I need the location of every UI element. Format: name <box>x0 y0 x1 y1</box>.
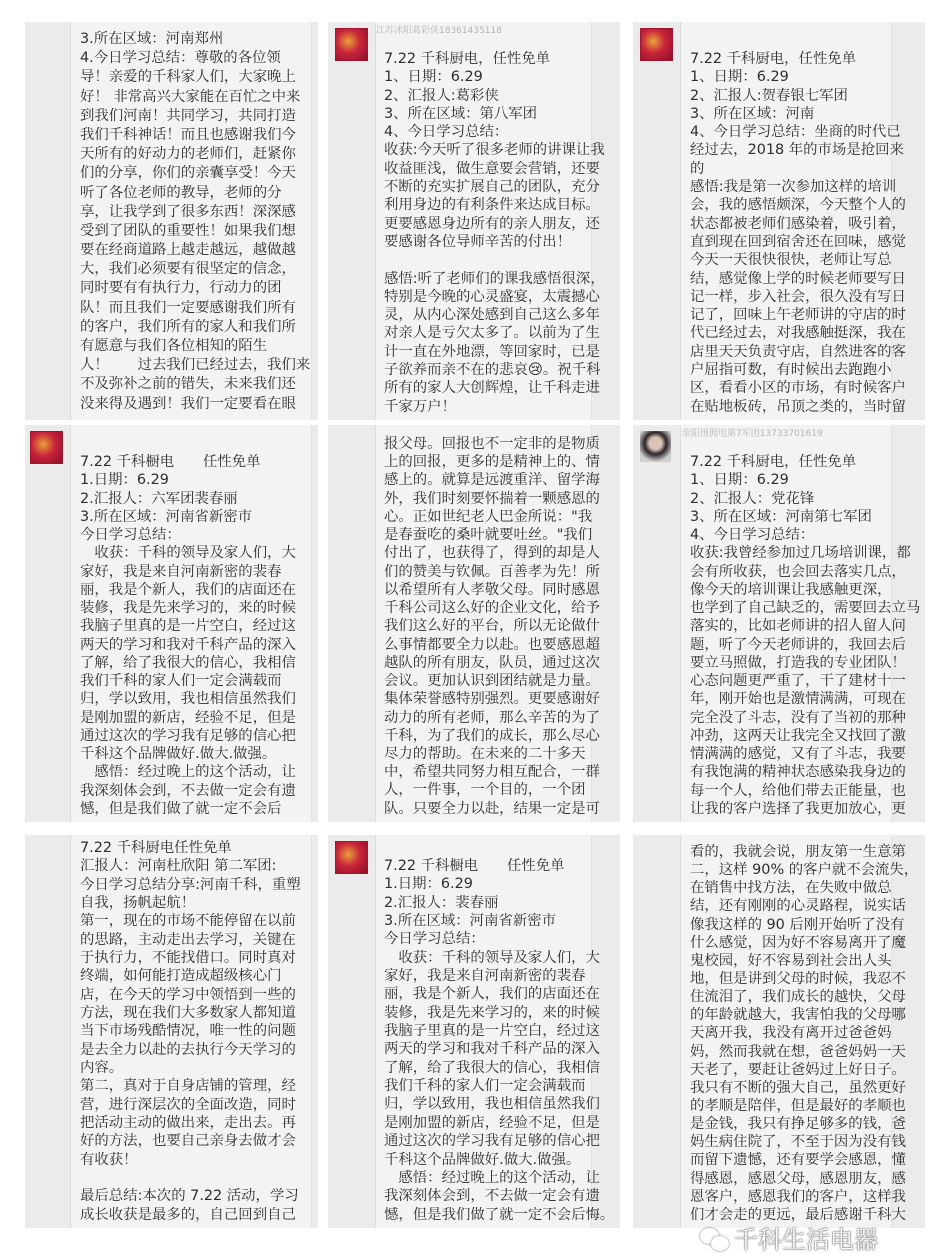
text-line: 大，我们必须要有很坚定的信念， <box>80 261 296 278</box>
sender-name: 江苏沭阳葛彩侠18361435118 <box>376 26 502 36</box>
text-line: 的年龄就越大，我害怕我的父母哪 <box>690 1007 906 1024</box>
chat-panel <box>25 835 318 1228</box>
text-line: 憾，但是我们做了就一定不会后悔。 <box>384 1206 615 1223</box>
text-line: 们的分享，你们的亲囊享受！今天 <box>80 165 296 182</box>
text-line: 要感谢各位导师辛苦的付出！ <box>384 233 572 250</box>
message-text <box>384 50 605 416</box>
text-line: 像我这样的 90 后刚开始听了没有 <box>690 916 905 933</box>
text-line: 收获:今天听了很多老师的讲课让我 <box>384 142 605 159</box>
text-line: 店里天天负责守店，自然进客的客 <box>690 343 906 360</box>
text-line: 特别是今晚的心灵盛宴，太震撼心 <box>384 288 600 305</box>
text-line: 3.所在区域：河南郑州 <box>80 31 224 47</box>
text-line: 尽力的帮助。在未来的二十多天 <box>384 745 586 762</box>
message-text <box>80 839 301 1224</box>
text-line: 千家万户！ <box>384 398 456 415</box>
text-line: 是金钱，我只有挣足够多的钱，爸 <box>690 1116 906 1133</box>
sender-name: 荥阳围佣电第7军团13733701619 <box>682 429 823 439</box>
text-line: 有我饱满的精神状态感染我身边的 <box>690 764 906 781</box>
text-line: 对亲人是亏欠太多了。以前为了生 <box>384 325 600 342</box>
text-line: 的客户，我们所有的家人和我们所 <box>80 318 296 335</box>
text-line: 方法，现在我们大多数家人都知道 <box>80 1004 296 1021</box>
text-line: 7.22 千科厨电，任性免单 <box>690 51 857 67</box>
avatar[interactable] <box>30 431 63 464</box>
text-line: 所有的家人大创辉煌，让千科走进 <box>384 380 600 397</box>
text-line: 收益匪浅，做生意要会营销，还要 <box>384 160 600 177</box>
text-line: 是春蚕吃的桑叶就要吐丝。"我们 <box>384 527 593 544</box>
text-line: 子欲养而亲不在的悲哀😢。祝千科 <box>384 362 601 379</box>
text-line: 受到了团队的重要性！如果我们想 <box>80 222 296 239</box>
text-line: 好的方法，也要自己亲身去做才会 <box>80 1133 296 1150</box>
text-line: 外，我们时刻要怀揣着一颗感恩的 <box>384 490 600 507</box>
text-line: 二，这样 90% 的客户就不会流失， <box>690 862 919 879</box>
text-line: 通过这次的学习我有足够的信心把 <box>384 1133 600 1150</box>
chat-panel <box>328 22 620 420</box>
text-line: 千科，为了我们的成长，那么尽心 <box>384 727 600 744</box>
text-line: 到我们河南！共同学习，共同打造 <box>80 107 296 124</box>
text-line: 户屈指可数，有时候出去跑跑小 <box>690 362 892 379</box>
text-line: 状态都被老师们感染着，吸引着， <box>690 215 906 232</box>
text-line: 人，一件事，一个目的，一个团 <box>384 782 586 799</box>
text-line: 听了各位老师的教导，老师的分 <box>80 184 282 201</box>
text-line: 第一，现在的市场不能停留在以前 <box>80 913 296 930</box>
text-line: 感悟:听了老师们的课我感悟很深， <box>384 270 605 287</box>
text-line: 中，希望共同努力相互配合，一群 <box>384 764 600 781</box>
text-line: 同时要有有执行力，行动力的团 <box>80 280 282 297</box>
text-line: 我脑子里真的是一片空白，经过这 <box>384 1023 600 1040</box>
text-line: 感悟：经过晚上的这个活动，让 <box>384 1169 600 1186</box>
wechat-icon <box>700 1228 730 1252</box>
text-line: 冲劲，这两天让我完全又找回了激 <box>690 727 906 744</box>
avatar[interactable] <box>335 841 368 874</box>
text-line: 我脑子里真的是一片空白，经过这 <box>80 618 296 635</box>
text-line: 的 <box>690 160 705 177</box>
chat-panel <box>25 425 318 822</box>
text-line: 么事情都要全力以赴。也要感恩超 <box>384 636 600 653</box>
text-line: 灵，从内心深处感到自己这么多年 <box>384 307 600 324</box>
text-line: 会，我的感悟颇深，今天整个人的 <box>690 197 906 214</box>
text-line: 完全没了斗志，没有了当初的那种 <box>690 709 906 726</box>
text-line: 3、所在区域：河南 <box>690 105 815 122</box>
text-line: 动力的所有老师，那么辛苦的为了 <box>384 709 600 726</box>
text-line: 有收获！ <box>80 1151 138 1168</box>
text-line: 更要感恩身边所有的亲人朋友，还 <box>384 215 600 232</box>
text-line: 看的，我就会说，朋友第一生意第 <box>690 844 906 860</box>
text-line: 的孝顺是陪伴，但是最好的孝顺也 <box>690 1097 906 1114</box>
text-line: 丽，我是个新人，我们的店面还在 <box>80 581 296 598</box>
text-line: 1.日期：6.29 <box>80 472 169 489</box>
text-line: 4、今日学习总结： <box>690 527 815 543</box>
message-text <box>690 843 918 1224</box>
text-line: 要立马照做，打造我的专业团队！ <box>690 654 906 671</box>
text-line: 是刚加盟的新店，经验不足，但是 <box>80 709 296 726</box>
text-line: 千科这个品牌做好.做大.做强。 <box>80 746 277 762</box>
text-line: 3、所在区域：第八军团 <box>384 105 538 122</box>
text-line: 内容。 <box>80 1059 124 1076</box>
text-line: 1、日期：6.29 <box>690 472 789 489</box>
text-line: 记了，回味上午老师讲的守店的时 <box>690 307 906 324</box>
text-line <box>80 1169 301 1187</box>
text-line: 付出了，也获得了，得到的却是人 <box>384 545 600 562</box>
text-line: 队。只要全力以赴，结果一定是可 <box>384 800 600 817</box>
text-line: 不及弥补之前的错失，未来我们还 <box>80 376 296 393</box>
chat-panel <box>633 835 925 1228</box>
text-line: 而留下遗憾，还有要学会感恩，懂 <box>690 1152 906 1169</box>
text-line: 第二，真对于自身店铺的管理，经 <box>80 1078 296 1095</box>
text-line: 报父母。回报也不一定非的是物质 <box>384 436 600 452</box>
text-line: 人！ 过去我们已经过去，我们来 <box>80 357 311 374</box>
text-line: 是刚加盟的新店，经验不足，但是 <box>384 1114 600 1131</box>
text-line: 7.22 千科厨电，任性免单 <box>384 51 551 67</box>
chat-panel <box>25 22 318 420</box>
chat-panel <box>633 22 925 420</box>
text-line: 利用身边的有利条件来达成目标。 <box>384 197 600 214</box>
text-line: 今天一天很快很快，老师让写总 <box>690 252 892 269</box>
text-line: 妈，然而我就在想，爸爸妈妈一天 <box>690 1043 906 1060</box>
text-line: 记一样，步入社会，很久没有写日 <box>690 288 906 305</box>
text-line: 我们千科的家人们一定会满载而 <box>384 1078 586 1095</box>
text-line <box>384 251 605 269</box>
text-line: 不断的充实扩展自己的团队，充分 <box>384 179 600 196</box>
text-line: 计一直在外地漂，等回家时，已是 <box>384 343 600 360</box>
text-line: 2、汇报人:葛彩侠 <box>384 87 499 104</box>
text-line: 结，感觉像上学的时候老师要写日 <box>690 270 906 287</box>
text-line: 有愿意与我们各位相知的陌生 <box>80 338 268 354</box>
text-line: 年，刚开始也是激情满满，可现在 <box>690 691 906 708</box>
message-text <box>384 857 614 1224</box>
text-line: 每一个人，给他们带去正能量，也 <box>690 782 906 799</box>
watermark <box>700 1227 878 1253</box>
avatar[interactable] <box>640 431 671 462</box>
text-line: 归，学以致用，我也相信虽然我们 <box>384 1096 600 1113</box>
text-line: 落实的，比如老师讲的招人留人问 <box>690 618 906 635</box>
chat-panel <box>633 425 925 822</box>
text-line: 队！而且我们一定要感谢我们所有 <box>80 299 296 316</box>
text-line: 我们这么好的平台，所以无论做什 <box>384 618 600 635</box>
text-line: 收获:我曾经参加过几场培训课，都 <box>690 545 911 562</box>
text-line: 感悟：经过晚上的这个活动，让 <box>80 764 296 781</box>
text-line: 在贴地板砖，吊顶之类的，当时留 <box>690 398 906 415</box>
text-line: 越队的所有朋友，队员，通过这次 <box>384 654 600 671</box>
text-line: 通过这次的学习我有足够的信心把 <box>80 727 296 744</box>
text-line: 我深刻体会到，不去做一定会有遗 <box>80 782 296 799</box>
text-line: 地，但是讲到父母的时候，我忍不 <box>690 970 906 987</box>
text-line: 让我的客户选择了我更加放心，更 <box>690 800 906 817</box>
text-line: 也学到了自己缺乏的，需要回去立马 <box>690 600 921 616</box>
text-line: 代已经过去，对我感触挺深，我在 <box>690 325 906 342</box>
message-text <box>384 435 600 818</box>
text-line: 1.日期：6.29 <box>384 876 473 893</box>
text-line: 4、今日学习总结： <box>384 124 509 141</box>
text-line: 是去全力以赴的去执行今天学习的 <box>80 1041 296 1058</box>
text-line: 没来得及遇到！我们一定要看在眼 <box>80 395 296 412</box>
text-line: 7.22 千科橱电 任性免单 <box>384 858 565 874</box>
text-line: 3.所在区域：河南省新密市 <box>384 913 557 930</box>
text-line: 于执行力，不能找借口。同时真对 <box>80 949 296 966</box>
text-line: 2.汇报人：裴春丽 <box>384 894 499 911</box>
text-line: 得感恩，感恩父母，感恩朋友，感 <box>690 1170 906 1187</box>
text-line: 天离开我，我没有离开过爸爸妈 <box>690 1025 892 1042</box>
text-line: 我们千科神话！而且也感谢我们今 <box>80 126 296 143</box>
text-line: 装修，我是先来学习的，来的时候 <box>80 600 296 616</box>
text-line: 千科这个品牌做好.做大.做强。 <box>384 1151 581 1168</box>
text-line: 归，学以致用，我也相信虽然我们 <box>80 691 296 708</box>
text-line: 7.22 千科橱电 任性免单 <box>80 454 261 470</box>
message-text <box>80 453 296 818</box>
text-line: 两天的学习和我对千科产品的深入 <box>384 1041 600 1058</box>
text-line: 3.所在区域：河南省新密市 <box>80 508 253 525</box>
text-line: 3、所在区域：河南第七军团 <box>690 508 872 525</box>
text-line: 千科公司这么好的企业文化，给予 <box>384 600 600 617</box>
text-line: 会有所收获，也会回去落实几点， <box>690 563 906 580</box>
text-line: 题，听了今天老师讲的，我回去后 <box>690 636 906 653</box>
text-line: 自我，扬帆起航！ <box>80 894 196 911</box>
text-line: 最后总结:本次的 7.22 活动，学习 <box>80 1188 299 1205</box>
watermark-text: 千科生活电器 <box>734 1226 878 1254</box>
text-line: 家好，我是来自河南新密的裴春 <box>384 968 586 985</box>
text-line: 店，在今天的学习中领悟到一些的 <box>80 986 296 1003</box>
text-line: 4.今日学习总结：尊敬的各位领 <box>80 50 281 67</box>
text-line: 7.22 千科厨电，任性免单 <box>690 454 857 470</box>
text-line: 妈生病住院了，不至于因为没有钱 <box>690 1134 906 1151</box>
text-line: 天老了，要赶让爸妈过上好日子。 <box>690 1061 906 1078</box>
text-line: 导！亲爱的千科家人们，大家晚上 <box>80 69 296 86</box>
text-line: 今日学习总结分享:河南千科，重塑 <box>80 876 301 893</box>
text-line: 1、日期：6.29 <box>690 69 789 86</box>
text-line: 2、汇报人:贺春银七军团 <box>690 87 848 104</box>
text-line: 在销售中找方法，在失败中做总 <box>690 880 892 897</box>
text-line: 心态问题更严重了，干了建材十一 <box>690 673 906 689</box>
text-line: 享，让我学到了很多东西！深深感 <box>80 203 296 220</box>
message-text <box>690 50 906 416</box>
text-line: 今日学习总结： <box>384 931 485 948</box>
text-line: 感上的。就算是远渡重洋、留学海 <box>384 472 600 489</box>
text-line: 以希望所有人孝敬父母。同时感恩 <box>384 581 600 598</box>
text-line: 会议。更加认识到团结就是力量。 <box>384 673 600 690</box>
text-line: 成长收获是最多的，自己回到自己 <box>80 1206 296 1223</box>
chat-panel <box>328 835 620 1228</box>
text-line: 憾，但是我们做了就一定不会后 <box>80 800 282 817</box>
text-line: 恩客户，感恩我们的客户，这样我 <box>690 1188 906 1205</box>
text-line: 4、今日学习总结：坐商的时代已 <box>690 124 901 141</box>
text-line: 7.22 千科厨电任性免单 <box>80 840 232 856</box>
avatar[interactable] <box>335 28 368 61</box>
text-line: 两天的学习和我对千科产品的深入 <box>80 636 296 653</box>
text-line: 像今天的培训课让我感触更深， <box>690 581 892 598</box>
text-line: 1、日期：6.29 <box>384 69 483 86</box>
message-text <box>80 30 310 414</box>
text-line: 我深刻体会到，不去做一定会有遗 <box>384 1188 600 1205</box>
text-line: 收获：千科的领导及家人们，大 <box>384 949 600 966</box>
text-line: 了解，给了我很大的信心，我相信 <box>80 654 296 671</box>
text-line: 区，看看小区的市场，有时候客户 <box>690 380 906 397</box>
text-line: 情满满的感觉，又有了斗志，我要 <box>690 746 906 762</box>
text-line: 营，进行深层次的全面改造，同时 <box>80 1096 296 1113</box>
text-line: 结，还有刚刚的心灵路程，说实话 <box>690 898 906 915</box>
text-line: 终端，如何能打造成超级核心门 <box>80 968 282 985</box>
text-line: 今日学习总结： <box>80 527 181 543</box>
text-line: 们的赞美与钦佩。百善孝为先！所 <box>384 563 600 580</box>
text-line: 家好，我是来自河南新密的裴春 <box>80 563 282 580</box>
text-line: 要在经商道路上越走越远，越做越 <box>80 242 296 259</box>
text-line: 集体荣誉感特别强烈。更要感谢好 <box>384 691 600 708</box>
avatar[interactable] <box>640 28 673 61</box>
text-line: 好！ 非常高兴大家能在百忙之中来 <box>80 88 301 105</box>
text-line: 直到现在回到宿舍还在回味，感觉 <box>690 233 906 250</box>
text-line: 天所有的好动力的老师们，赶紧你 <box>80 146 296 163</box>
text-line: 的思路，主动走出去学习，关键在 <box>80 931 296 948</box>
text-line: 2、汇报人：党花锋 <box>690 490 815 507</box>
text-line: 我们千科的家人们一定会满载而 <box>80 673 282 689</box>
text-line: 汇报人：河南杜欣阳 第二军团: <box>80 858 277 875</box>
text-line: 上的回报，更多的是精神上的、情 <box>384 454 600 471</box>
text-line: 把活动主动的做出来，走出去。再 <box>80 1114 296 1131</box>
text-line: 装修，我是先来学习的，来的时候 <box>384 1004 600 1021</box>
text-line: 什么感觉，因为好不容易离开了魔 <box>690 934 906 951</box>
text-line: 鬼校园，好不容易到社会出人头 <box>690 952 892 969</box>
text-line: 当下市场残酷情况，唯一性的问题 <box>80 1023 296 1040</box>
text-line: 丽，我是个新人，我们的店面还在 <box>384 986 600 1003</box>
text-line: 2.汇报人：六军团裴春丽 <box>80 490 238 507</box>
text-line: 感悟:我是第一次参加这样的培训 <box>690 179 897 196</box>
text-line: 我只有不断的强大自己，虽然更好 <box>690 1079 906 1096</box>
text-line: 心。正如世纪老人巴金所说："我 <box>384 508 593 525</box>
chat-panel <box>328 425 620 822</box>
text-line: 住流泪了，我们成长的越快，父母 <box>690 989 906 1006</box>
text-line: 们才会走的更远，最后感谢千科大 <box>690 1206 906 1223</box>
text-line: 收获：千科的领导及家人们，大 <box>80 545 296 562</box>
text-line: 了解，给了我很大的信心，我相信 <box>384 1059 600 1076</box>
message-text <box>690 453 920 818</box>
text-line: 经过去，2018 年的市场是抢回来 <box>690 142 904 159</box>
